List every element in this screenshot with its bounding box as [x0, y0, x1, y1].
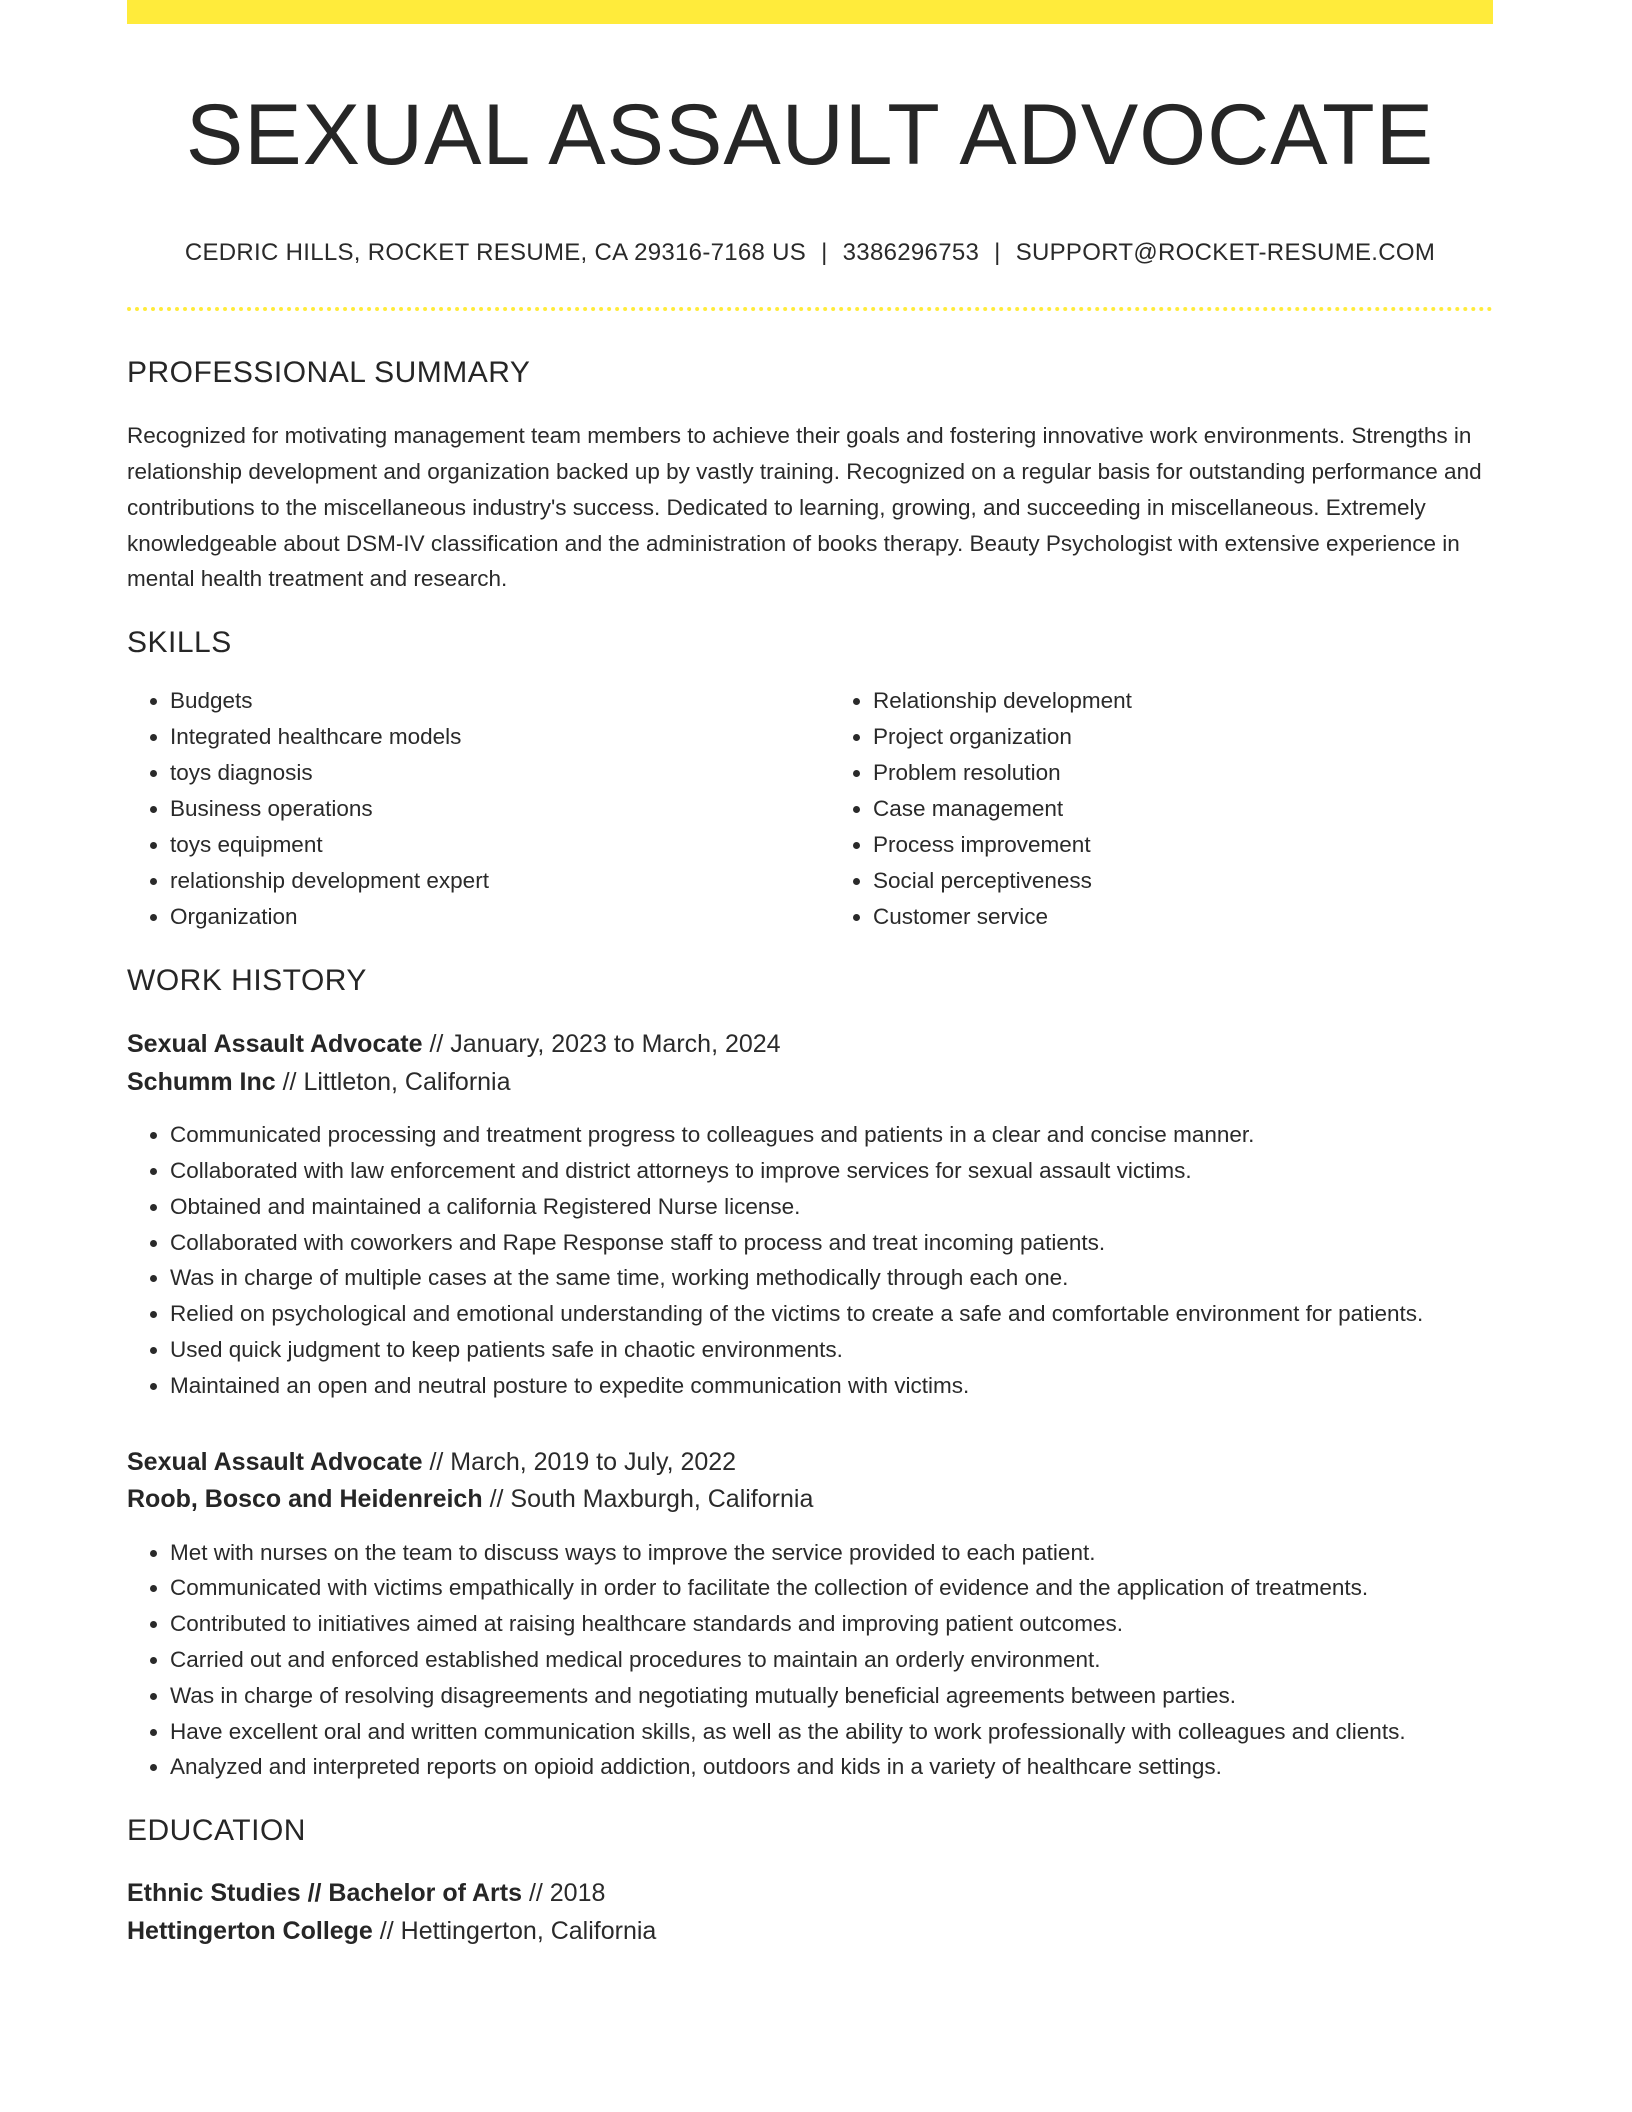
job-company: Schumm Inc — [127, 1067, 276, 1096]
skill-item: • Problem resolution — [873, 755, 1493, 791]
contact-separator: | — [821, 239, 828, 267]
job-bullets — [127, 1535, 1493, 1786]
skills-column-left — [127, 683, 790, 935]
job-dates: // March, 2019 to July, 2022 — [429, 1447, 737, 1476]
education-year: // 2018 — [528, 1879, 606, 1908]
job-bullet: • Met with nurses on the team to discuss ways to improve the service provided to each patient. — [170, 1535, 1493, 1571]
job-bullets — [127, 1117, 1493, 1403]
job-entry — [127, 1026, 1493, 1403]
job-bullet: • Used quick judgment to keep patients safe in chaotic environments. — [170, 1332, 1493, 1368]
job-bullet: • Collaborated with law enforcement and district attorneys to improve services for sexual assault victims. — [170, 1153, 1493, 1189]
skill-item: • relationship development expert — [170, 863, 790, 899]
education-degree-line — [127, 1875, 1493, 1913]
job-bullet: • Relied on psychological and emotional understanding of the victims to create a safe and comfortable environment for patients. — [170, 1296, 1493, 1332]
job-company-line — [127, 1481, 1493, 1519]
job-entry — [127, 1444, 1493, 1786]
skill-item: • Project organization — [873, 719, 1493, 755]
contact-address: CEDRIC HILLS, ROCKET RESUME, CA 29316-7168 US — [184, 239, 807, 267]
skill-item: • Budgets — [170, 683, 790, 719]
job-role-line — [127, 1026, 1493, 1064]
job-bullet: • Carried out and enforced established medical procedures to maintain an orderly environment. — [170, 1642, 1493, 1678]
summary-heading: PROFESSIONAL SUMMARY — [127, 356, 531, 390]
job-bullet: • Contributed to initiatives aimed at raising healthcare standards and improving patient outcomes. — [170, 1606, 1493, 1642]
work-history-heading: WORK HISTORY — [127, 964, 367, 998]
job-bullet: • Collaborated with coworkers and Rape Response staff to process and treat incoming patients. — [170, 1225, 1493, 1261]
education-school: Hettingerton College — [127, 1916, 373, 1945]
job-bullet: • Maintained an open and neutral posture to expedite communication with victims. — [170, 1368, 1493, 1404]
job-bullet: • Communicated with victims empathically in order to facilitate the collection of evidence and the application of treatments. — [170, 1570, 1493, 1606]
job-bullet: • Analyzed and interpreted reports on opioid addiction, outdoors and kids in a variety of healthcare settings. — [170, 1749, 1493, 1785]
job-company-line — [127, 1064, 1493, 1102]
skill-item: • Organization — [170, 899, 790, 935]
education-location: // Hettingerton, California — [379, 1916, 657, 1945]
skill-item: • Relationship development — [873, 683, 1493, 719]
skill-item: • Social perceptiveness — [873, 863, 1493, 899]
skill-item: • toys equipment — [170, 827, 790, 863]
job-bullet: • Communicated processing and treatment progress to colleagues and patients in a clear and concise manner. — [170, 1117, 1493, 1153]
education-heading: EDUCATION — [127, 1814, 306, 1848]
skill-item: • Case management — [873, 791, 1493, 827]
job-role: Sexual Assault Advocate — [127, 1447, 423, 1476]
job-company: Roob, Bosco and Heidenreich — [127, 1485, 483, 1514]
resume-page — [127, 0, 1493, 1950]
education-entry — [127, 1875, 1493, 1950]
dotted-divider — [127, 307, 1493, 311]
accent-bar — [127, 0, 1493, 24]
skills-list — [127, 683, 1493, 935]
job-role-line — [127, 1444, 1493, 1482]
skills-column-right — [830, 683, 1493, 935]
contact-email[interactable]: SUPPORT@ROCKET-RESUME.COM — [1015, 239, 1436, 267]
summary-text: Recognized for motivating management team members to achieve their goals and fostering innovative work environments. Strengths in relationship development and organization backed up by vastly training. Recognized on a regular basis for outstanding performance and contributions to the miscellaneous industry's success. Dedicated to learning, growing, and succeeding in miscellaneous. Extremely knowledgeable about DSM-IV classification and the administration of books therapy. Beauty Psychologist with extensive experience in mental health treatment and research. — [127, 423, 1482, 592]
job-bullet: • Was in charge of multiple cases at the same time, working methodically through each one. — [170, 1260, 1493, 1296]
contact-phone: 3386296753 — [842, 239, 980, 267]
education-degree: Ethnic Studies // Bachelor of Arts — [127, 1879, 522, 1908]
skill-item: • Process improvement — [873, 827, 1493, 863]
resume-title: SEXUAL ASSAULT ADVOCATE — [185, 87, 1435, 183]
skills-heading: SKILLS — [127, 626, 232, 660]
job-bullet: • Have excellent oral and written communication skills, as well as the ability to work professionally with colleagues and clients. — [170, 1714, 1493, 1750]
job-bullet: • Was in charge of resolving disagreements and negotiating mutually beneficial agreements between parties. — [170, 1678, 1493, 1714]
job-location: // South Maxburgh, California — [489, 1485, 814, 1514]
education-school-line — [127, 1913, 1493, 1951]
job-dates: // January, 2023 to March, 2024 — [429, 1030, 781, 1059]
skill-item: • Customer service — [873, 899, 1493, 935]
job-location: // Littleton, California — [282, 1067, 511, 1096]
skill-item: • Integrated healthcare models — [170, 719, 790, 755]
skill-item: • toys diagnosis — [170, 755, 790, 791]
contact-separator: | — [994, 239, 1001, 267]
job-bullet: • Obtained and maintained a california Registered Nurse license. — [170, 1189, 1493, 1225]
contact-line — [127, 239, 1493, 267]
job-role: Sexual Assault Advocate — [127, 1030, 423, 1059]
skill-item: • Business operations — [170, 791, 790, 827]
